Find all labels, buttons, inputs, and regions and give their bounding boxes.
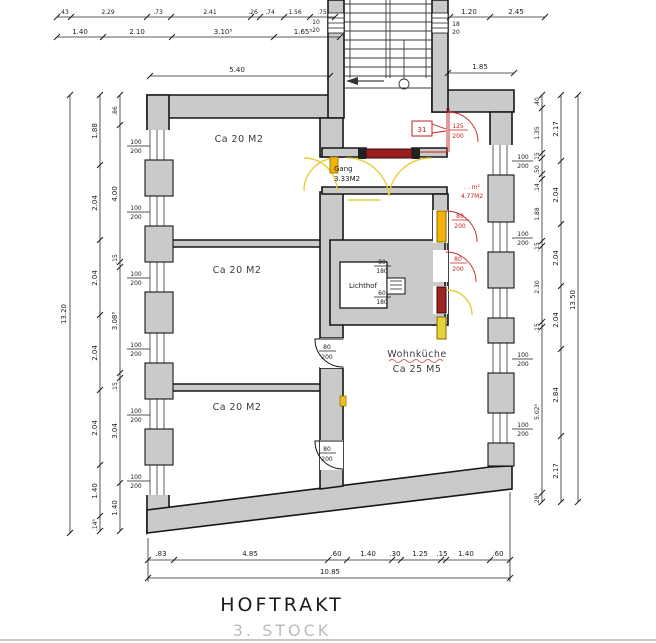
dim-label: .15: [534, 323, 541, 333]
lichthof-window-label: 60: [378, 290, 386, 297]
window-label: 200: [517, 361, 529, 368]
window: [146, 333, 170, 363]
window: [489, 413, 513, 443]
dim-label: .14: [534, 183, 541, 193]
dim-label: .15: [112, 382, 119, 392]
dim-label: 1.40: [111, 500, 119, 516]
door-size: 200: [452, 266, 464, 273]
dim-label: .30: [389, 550, 401, 558]
lichthof-window-label: 180: [376, 268, 388, 275]
door-size: 80: [323, 344, 331, 351]
dim-label: 1.40: [458, 550, 474, 558]
dim-label: 4.85: [242, 550, 258, 558]
window: [146, 130, 170, 160]
bath-small-label: . . m²: [464, 184, 480, 191]
dim-label: 5.40: [229, 66, 245, 74]
dim-label: 2.30: [534, 280, 541, 294]
spine-yellow-mark: [340, 396, 346, 406]
door-size: 200: [454, 223, 466, 230]
plan-subtitle: 3. STOCK: [232, 621, 332, 640]
dim-label: .14⁵: [92, 519, 99, 531]
dim-label: 1.65⁵: [293, 28, 313, 36]
window-label: 100: [130, 474, 142, 481]
door-size: 80: [323, 446, 331, 453]
stack-label: 10: [312, 19, 320, 26]
stair-down-arrow: [346, 77, 358, 85]
dim-label: 5.02⁵: [534, 404, 541, 420]
dim-label: .75: [317, 9, 327, 16]
dim-label: .15: [436, 550, 448, 558]
window-label: 200: [130, 148, 142, 155]
gang-label: Gang: [334, 165, 353, 173]
left-windows: [145, 130, 173, 495]
dim-label: 2.17: [552, 121, 560, 137]
gang-area-label: 3.33M2: [334, 175, 361, 183]
stair-steps: [344, 4, 432, 76]
lichthof-window: [387, 278, 405, 294]
yellow-door-leaf: [437, 317, 446, 339]
dim-label: .60: [330, 550, 342, 558]
stair-post-circle: [399, 79, 409, 89]
dim-label: 1.20: [461, 8, 477, 16]
top-wall-left: [147, 95, 330, 118]
door-size: 200: [321, 354, 333, 361]
dim-label: .86: [112, 106, 119, 116]
dim-label: .43: [59, 9, 69, 16]
window-label: 100: [130, 271, 142, 278]
dim-label: 2.17: [552, 463, 560, 479]
stack-label: 20: [312, 27, 320, 34]
dim-label: 3.08⁵: [111, 311, 119, 331]
bath-area-label: 4.77M2: [460, 193, 484, 200]
staircase: [328, 0, 448, 89]
door-size: 80: [456, 213, 464, 220]
dim-label: 3.04: [111, 423, 119, 439]
kitchen-area-label: Ca 25 M5: [392, 364, 442, 375]
gang-double-door-leaf: [366, 149, 412, 158]
dim-label: 13.50: [569, 289, 577, 311]
yellow-door-swing: [447, 290, 472, 315]
dim-label: 1.40: [91, 483, 99, 499]
window: [146, 399, 170, 429]
window-label: 200: [517, 431, 529, 438]
dim-label: .15: [112, 254, 119, 264]
window-label: 100: [130, 342, 142, 349]
window: [146, 196, 170, 226]
dim-label: 2.04: [91, 420, 99, 436]
dim-label: 1.56: [288, 9, 302, 16]
window-label: 200: [517, 240, 529, 247]
window-label: 100: [130, 139, 142, 146]
pier: [145, 160, 173, 196]
kitchen-label: Wohnküche: [387, 349, 447, 360]
dim-label: .74: [265, 9, 275, 16]
dim-label: 2.04: [91, 345, 99, 361]
window: [146, 465, 170, 495]
window-label: 200: [130, 280, 142, 287]
pier: [145, 429, 173, 465]
room2-label: Ca 20 M2: [212, 265, 262, 276]
door-opening: [320, 440, 343, 470]
window: [489, 145, 513, 175]
window-label: 200: [130, 483, 142, 490]
window-label: 200: [130, 417, 142, 424]
entry-size: 200: [452, 133, 464, 140]
window-label: 100: [517, 154, 529, 161]
dim-label: 2.04: [91, 270, 99, 286]
dim-label: .15: [534, 242, 541, 252]
dim-label: 4.00: [111, 186, 119, 202]
dim-label: .60: [492, 550, 504, 558]
window: [489, 222, 513, 252]
dim-label: 2.04: [91, 195, 99, 211]
wall-room2-room3: [169, 384, 330, 391]
dim-label: .26: [248, 9, 258, 16]
lichthof-label: Lichthof: [348, 282, 378, 290]
window-label: 100: [517, 422, 529, 429]
pier: [145, 363, 173, 399]
dim-label: 1.88: [534, 207, 541, 221]
door-cap: [412, 148, 420, 159]
pier: [488, 175, 514, 222]
dim-label: .28⁵: [534, 493, 541, 505]
dim-label: 1.40: [72, 28, 88, 36]
pier: [488, 373, 514, 413]
dim-label: 2.04: [552, 187, 560, 203]
dim-label: .83: [155, 550, 167, 558]
dim-label: 1.85: [472, 63, 488, 71]
dim-label: 2.84: [552, 387, 560, 403]
dim-label: 10.85: [319, 568, 341, 576]
door-size: 200: [321, 456, 333, 463]
window: [489, 343, 513, 373]
dim-label: 1.40: [360, 550, 376, 558]
dim-label: 2.04: [552, 250, 560, 266]
window-label: 100: [130, 408, 142, 415]
dim-label: .73: [153, 9, 163, 16]
window: [146, 262, 170, 292]
dim-label: 2.41: [203, 9, 217, 16]
stack-label: 18: [452, 21, 460, 28]
stack-label: 20: [452, 29, 460, 36]
door-cap: [358, 148, 366, 159]
striped-door-leaf: [437, 287, 446, 313]
window-label: 100: [517, 231, 529, 238]
pier: [488, 252, 514, 288]
door-opening: [320, 338, 343, 368]
lichthof-window-label: 180: [376, 299, 388, 306]
dim-label: .50: [534, 165, 541, 175]
door-opening: [433, 250, 448, 282]
entry-size: 125: [452, 123, 464, 130]
plan-title: HOFTRAKT: [220, 594, 344, 616]
door-size: 80: [454, 256, 462, 263]
dim-label: 1.88: [91, 123, 99, 139]
room3-label: Ca 20 M2: [212, 402, 262, 413]
spine-wall-c: [320, 368, 343, 489]
dim-label: 13.20: [60, 303, 68, 325]
bath-door-leaf: [437, 211, 446, 242]
dim-label: 2.45: [508, 8, 524, 16]
dim-label: 1.35: [534, 126, 541, 140]
window-label: 200: [130, 214, 142, 221]
dim-label: .15: [534, 152, 541, 162]
lichthof-window-label: 80: [378, 259, 386, 266]
pier: [488, 318, 514, 343]
pier: [145, 226, 173, 262]
dim-label: 1.25: [412, 550, 428, 558]
dim-label: 2.04: [552, 312, 560, 328]
entry-tag-leader: [432, 124, 446, 133]
dim-label: .40: [534, 97, 541, 107]
dim-label: 3.10⁵: [213, 28, 233, 36]
window-label: 200: [517, 163, 529, 170]
pier: [488, 443, 514, 466]
entry-tag-label: 31: [417, 126, 427, 134]
window-label: 100: [130, 205, 142, 212]
window-label: 200: [130, 351, 142, 358]
right-windows: [488, 145, 514, 466]
dim-label: 2.29: [101, 9, 115, 16]
window-label: 100: [517, 352, 529, 359]
dim-label: 2.10: [129, 28, 145, 36]
room1-label: Ca 20 M2: [214, 134, 264, 145]
window: [489, 288, 513, 318]
wall-room1-room2: [169, 240, 330, 247]
pier: [145, 292, 173, 333]
gang-south-wall: [322, 187, 447, 194]
